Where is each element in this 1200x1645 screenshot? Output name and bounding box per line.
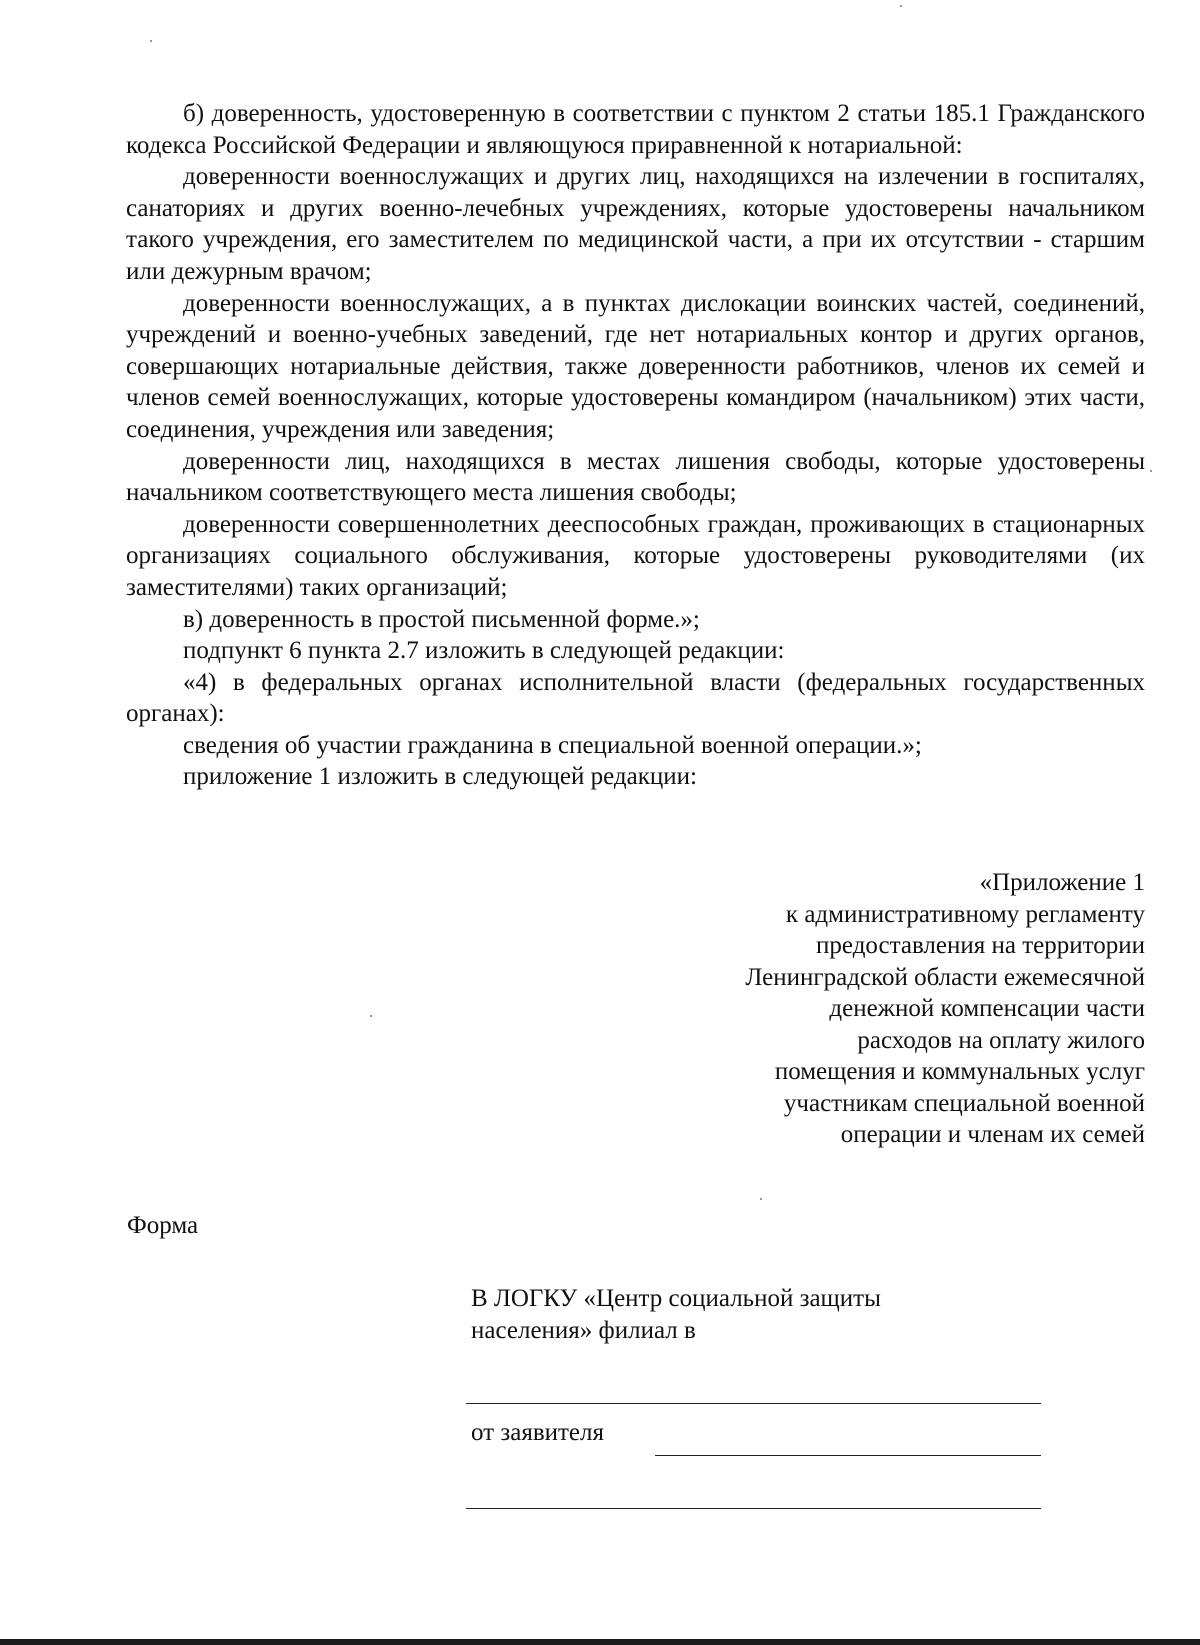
appendix-line: «Приложение 1 (979, 869, 1145, 896)
paragraph-military-units: доверенности военнослужащих, а в пунктах дислокации воинских частей, соединений, учреждений и военно-учебных заведений, где нет нотариальных контор и других органов, совершающих нотариальные действия, также доверенности работников, членов их семей и членов семей военнослужащих, которые удостоверены командиром (начальником) этих части, соединения, учреждения или заведения; (126, 289, 1145, 443)
paragraph-subpoint-6: подпункт 6 пункта 2.7 изложить в следующей редакции: (183, 637, 785, 665)
paragraph-federal-bodies: «4) в федеральных органах исполнительной власти (федеральных государственных органах): (126, 668, 1145, 728)
scan-bottom-edge (0, 1639, 1200, 1645)
paragraph-svo-participation: сведения об участии гражданина в специальной военной операции.»; (183, 731, 922, 759)
paragraph-appendix-1-instruction: приложение 1 изложить в следующей редакции: (183, 763, 697, 791)
scan-speck (370, 1015, 372, 1017)
appendix-line: помещения и коммунальных услуг (774, 1058, 1145, 1085)
appendix-line: предоставления на территории (816, 932, 1145, 959)
appendix-line: участникам специальной военной (783, 1089, 1145, 1117)
appendix-line: расходов на оплату жилого (857, 1026, 1145, 1054)
scan-speck (900, 5, 902, 7)
document-body (126, 98, 1145, 793)
scan-speck (1150, 470, 1152, 472)
appendix-header (645, 867, 1145, 1151)
paragraph-social-service-organizations: доверенности совершеннолетних дееспособных граждан, проживающих в стационарных организациях социального обслуживания, которые удостоверены руководителями (их заместителями) таких организаций; (126, 510, 1145, 601)
appendix-line: операции и членам их семей (840, 1121, 1145, 1148)
appendix-line: к административному регламенту (785, 900, 1145, 928)
scan-speck (150, 40, 152, 42)
applicant-name-blank-line (655, 1455, 1041, 1456)
addressee-block (471, 1283, 881, 1347)
addressee-line: населения» филиал в (471, 1317, 696, 1344)
paragraph-v-simple-written-form: в) доверенность в простой письменной форме.»; (183, 605, 700, 633)
paragraph-places-of-detention: доверенности лиц, находящихся в местах лишения свободы, которые удостоверены начальником соответствующего места лишения свободы; (126, 447, 1145, 507)
appendix-line: денежной компенсации части (829, 995, 1145, 1022)
paragraph-military-hospital: доверенности военнослужащих и других лиц, находящихся на излечении в госпиталях, санаториях и других военно-лечебных учреждениях, которые удостоверены начальником такого учреждения, его заместителем по медицинской части, а при их отсутствии - старшим или дежурным врачом; (126, 163, 1145, 285)
applicant-extra-blank-line (466, 1508, 1041, 1509)
paragraph-b-power-of-attorney: б) доверенность, удостоверенную в соответствии с пунктом 2 статьи 185.1 Гражданского кодекса Российской Федерации и являющуюся приравненной к нотариальной: (126, 100, 1145, 159)
appendix-line: Ленинградской области ежемесячной (745, 963, 1145, 991)
branch-name-blank-line (466, 1403, 1041, 1404)
addressee-line: В ЛОГКУ «Центр социальной защиты (471, 1285, 881, 1312)
applicant-label: от заявителя (471, 1419, 604, 1446)
form-label: Форма (127, 1212, 199, 1239)
scan-speck (760, 1198, 762, 1200)
